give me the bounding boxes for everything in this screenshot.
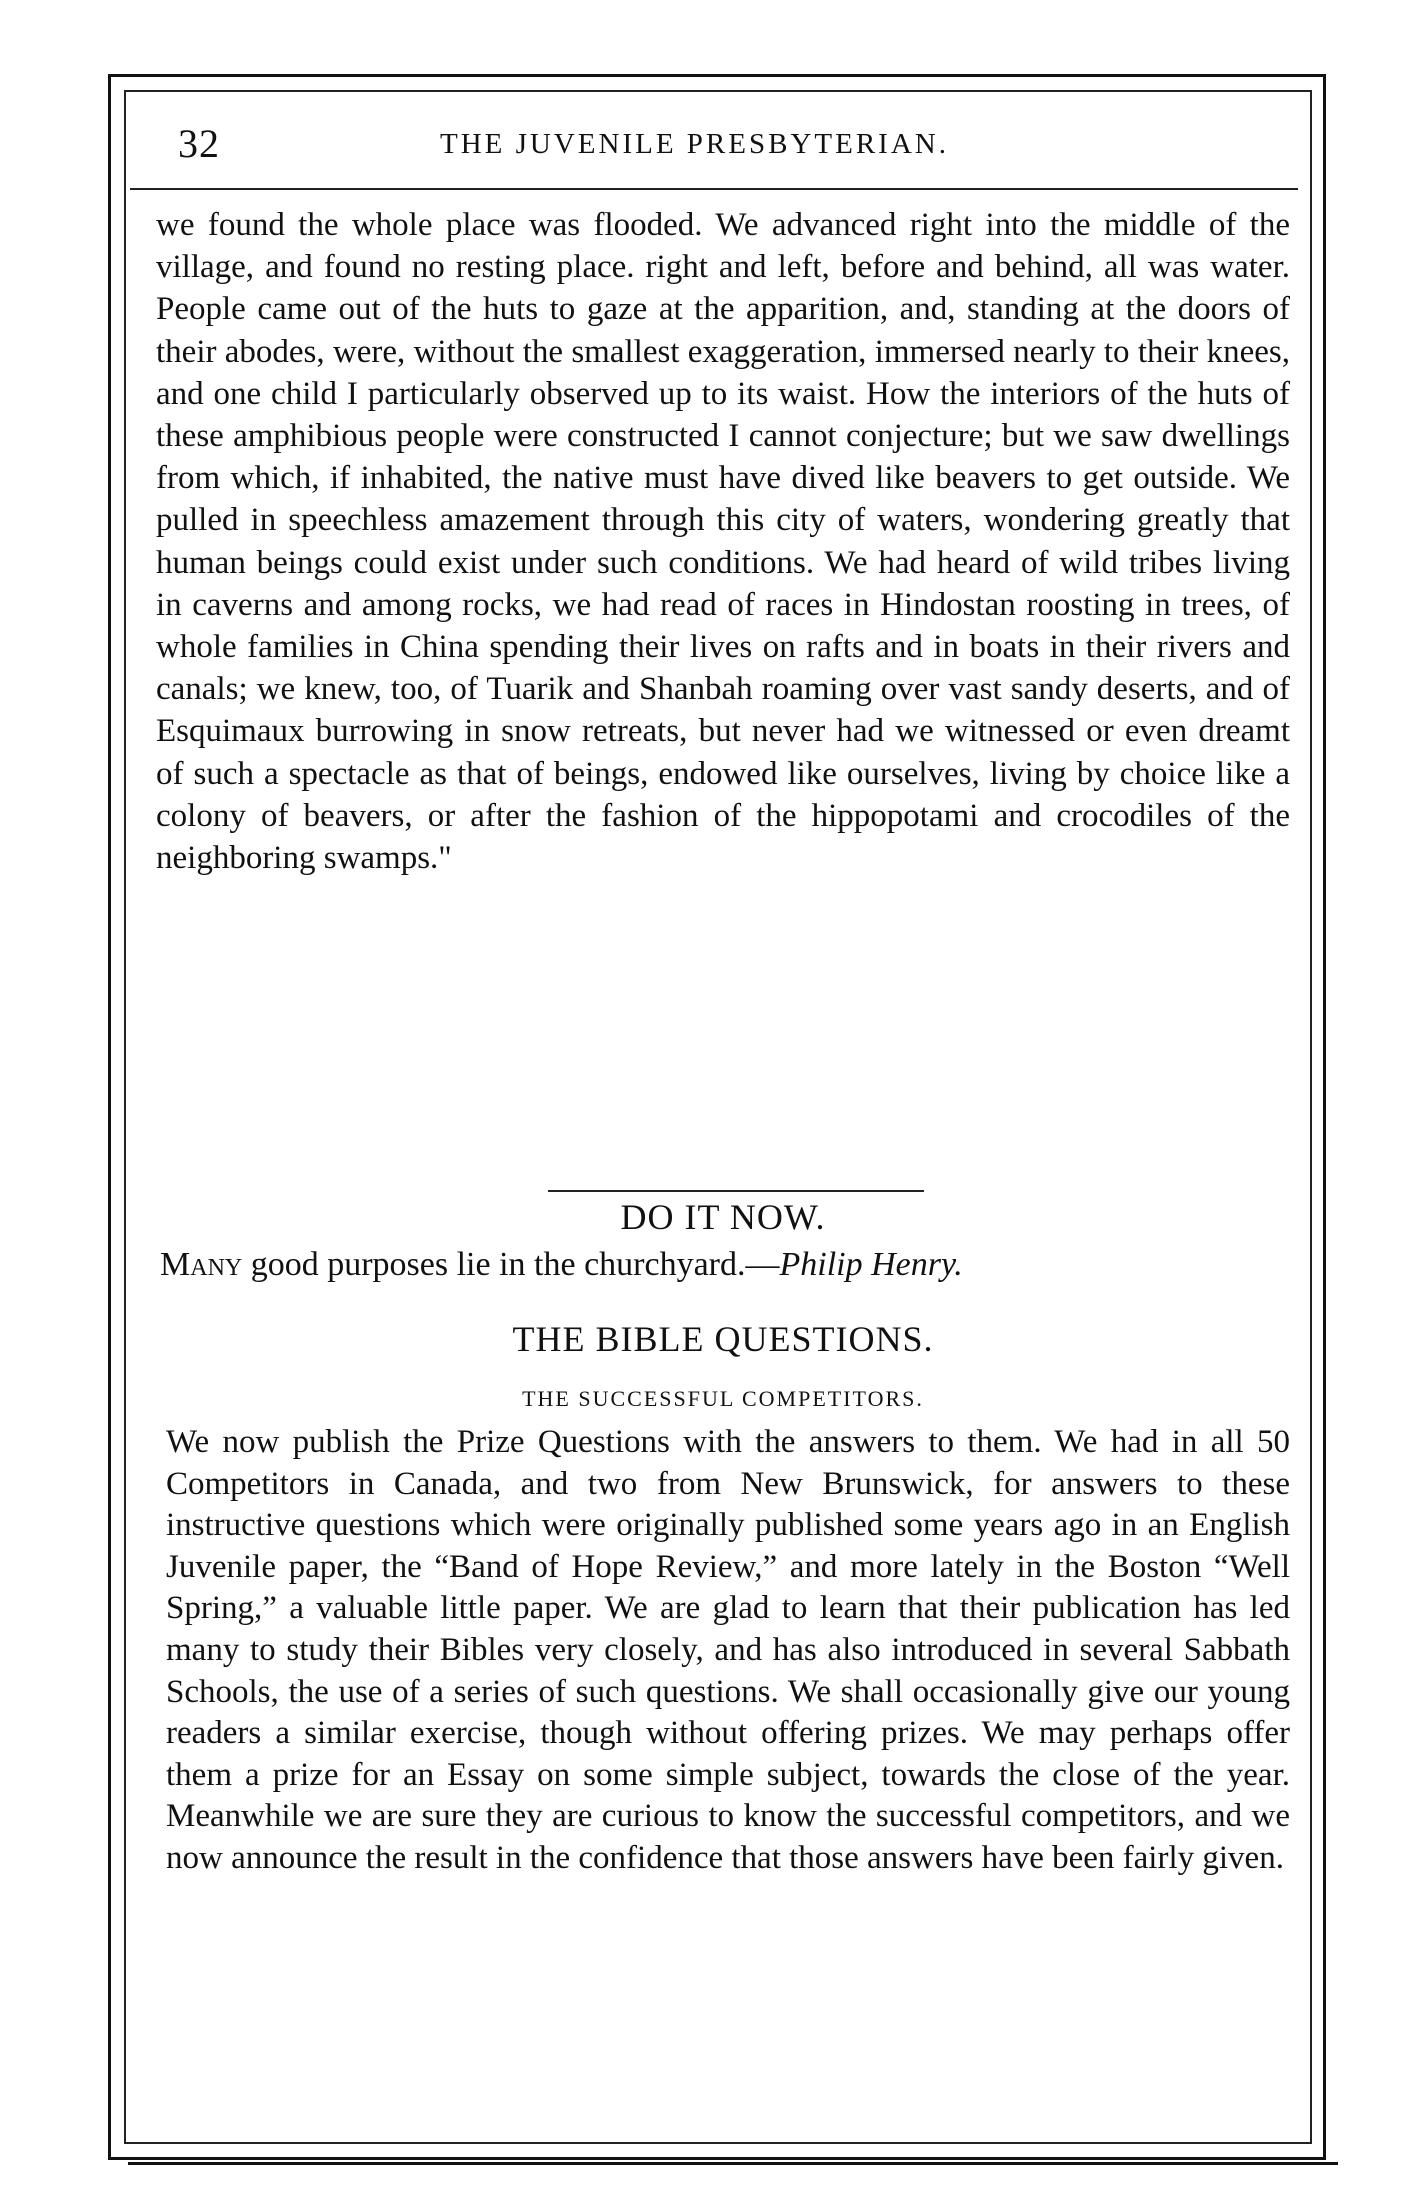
do-it-now-title: DO IT NOW. (620, 1197, 826, 1237)
running-head: THE JUVENILE PRESBYTERIAN. (440, 128, 949, 160)
quote-text: good purposes lie in the churchyard.— (242, 1246, 780, 1283)
bible-questions-body (166, 1422, 1290, 1880)
quote-attribution: Philip Henry. (779, 1246, 963, 1283)
page-header (170, 118, 1290, 178)
section-divider (548, 1190, 924, 1192)
do-it-now-quote (160, 1244, 1290, 1286)
page-number: 32 (178, 121, 220, 166)
header-rule (130, 188, 1298, 190)
bible-questions-title: THE BIBLE QUESTIONS. (512, 1319, 934, 1359)
bottom-rule (128, 2162, 1338, 2165)
bible-questions-paragraph: We now publish the Prize Questions with the answers to them. We had in all 50 Competitors in Canada, and two from New Brunswick, for answers to these instructive questions which were originally published some years ago in an English Juvenile paper, the “Band of Hope Review,” and more lately in the Boston “Well Spring,” a valuable little paper. We are glad to learn that their publication has led many to study their Bibles very closely, and has also introduced in several Sabbath Schools, the use of a series of such questions. We shall occasionally give our young readers a similar exercise, though without offering prizes. We may perhaps offer them a prize for an Essay on some simple subject, towards the close of the year. Meanwhile we are sure they are curious to know the successful competitors, and we now announce the result in the confidence that those answers have been fairly given. (166, 1424, 1290, 1876)
article-continuation (156, 204, 1290, 879)
quote-lead-word: Many (160, 1246, 243, 1283)
bible-questions-subtitle: THE SUCCESSFUL COMPETITORS. (522, 1386, 924, 1411)
article-paragraph: we found the whole place was flooded. We advanced right into the middle of the village, and found no resting place. right and left, before and behind, all was water. People came out of the huts to gaze at the apparition, and, standing at the doors of their abodes, were, without the smallest exaggeration, immersed nearly to their knees, and one child I particularly observed up to its waist. How the interiors of the huts of these amphibious people were constructed I cannot conjecture; but we saw dwellings from which, if inhabited, the native must have dived like beavers to get outside. We pulled in speechless amazement through this city of waters, wondering greatly that human beings could exist under such conditions. We had heard of wild tribes living in caverns and among rocks, we had read of races in Hindostan roosting in trees, of whole families in China spending their lives on rafts and in boats in their rivers and canals; we knew, too, of Tuarik and Shanbah roaming over vast sandy deserts, and of Esquimaux burrowing in snow retreats, but never had we witnessed or even dreamt of such a spectacle as that of beings, endowed like ourselves, living by choice like a colony of beavers, or after the fashion of the hippopotami and crocodiles of the neighboring swamps." (156, 207, 1290, 877)
